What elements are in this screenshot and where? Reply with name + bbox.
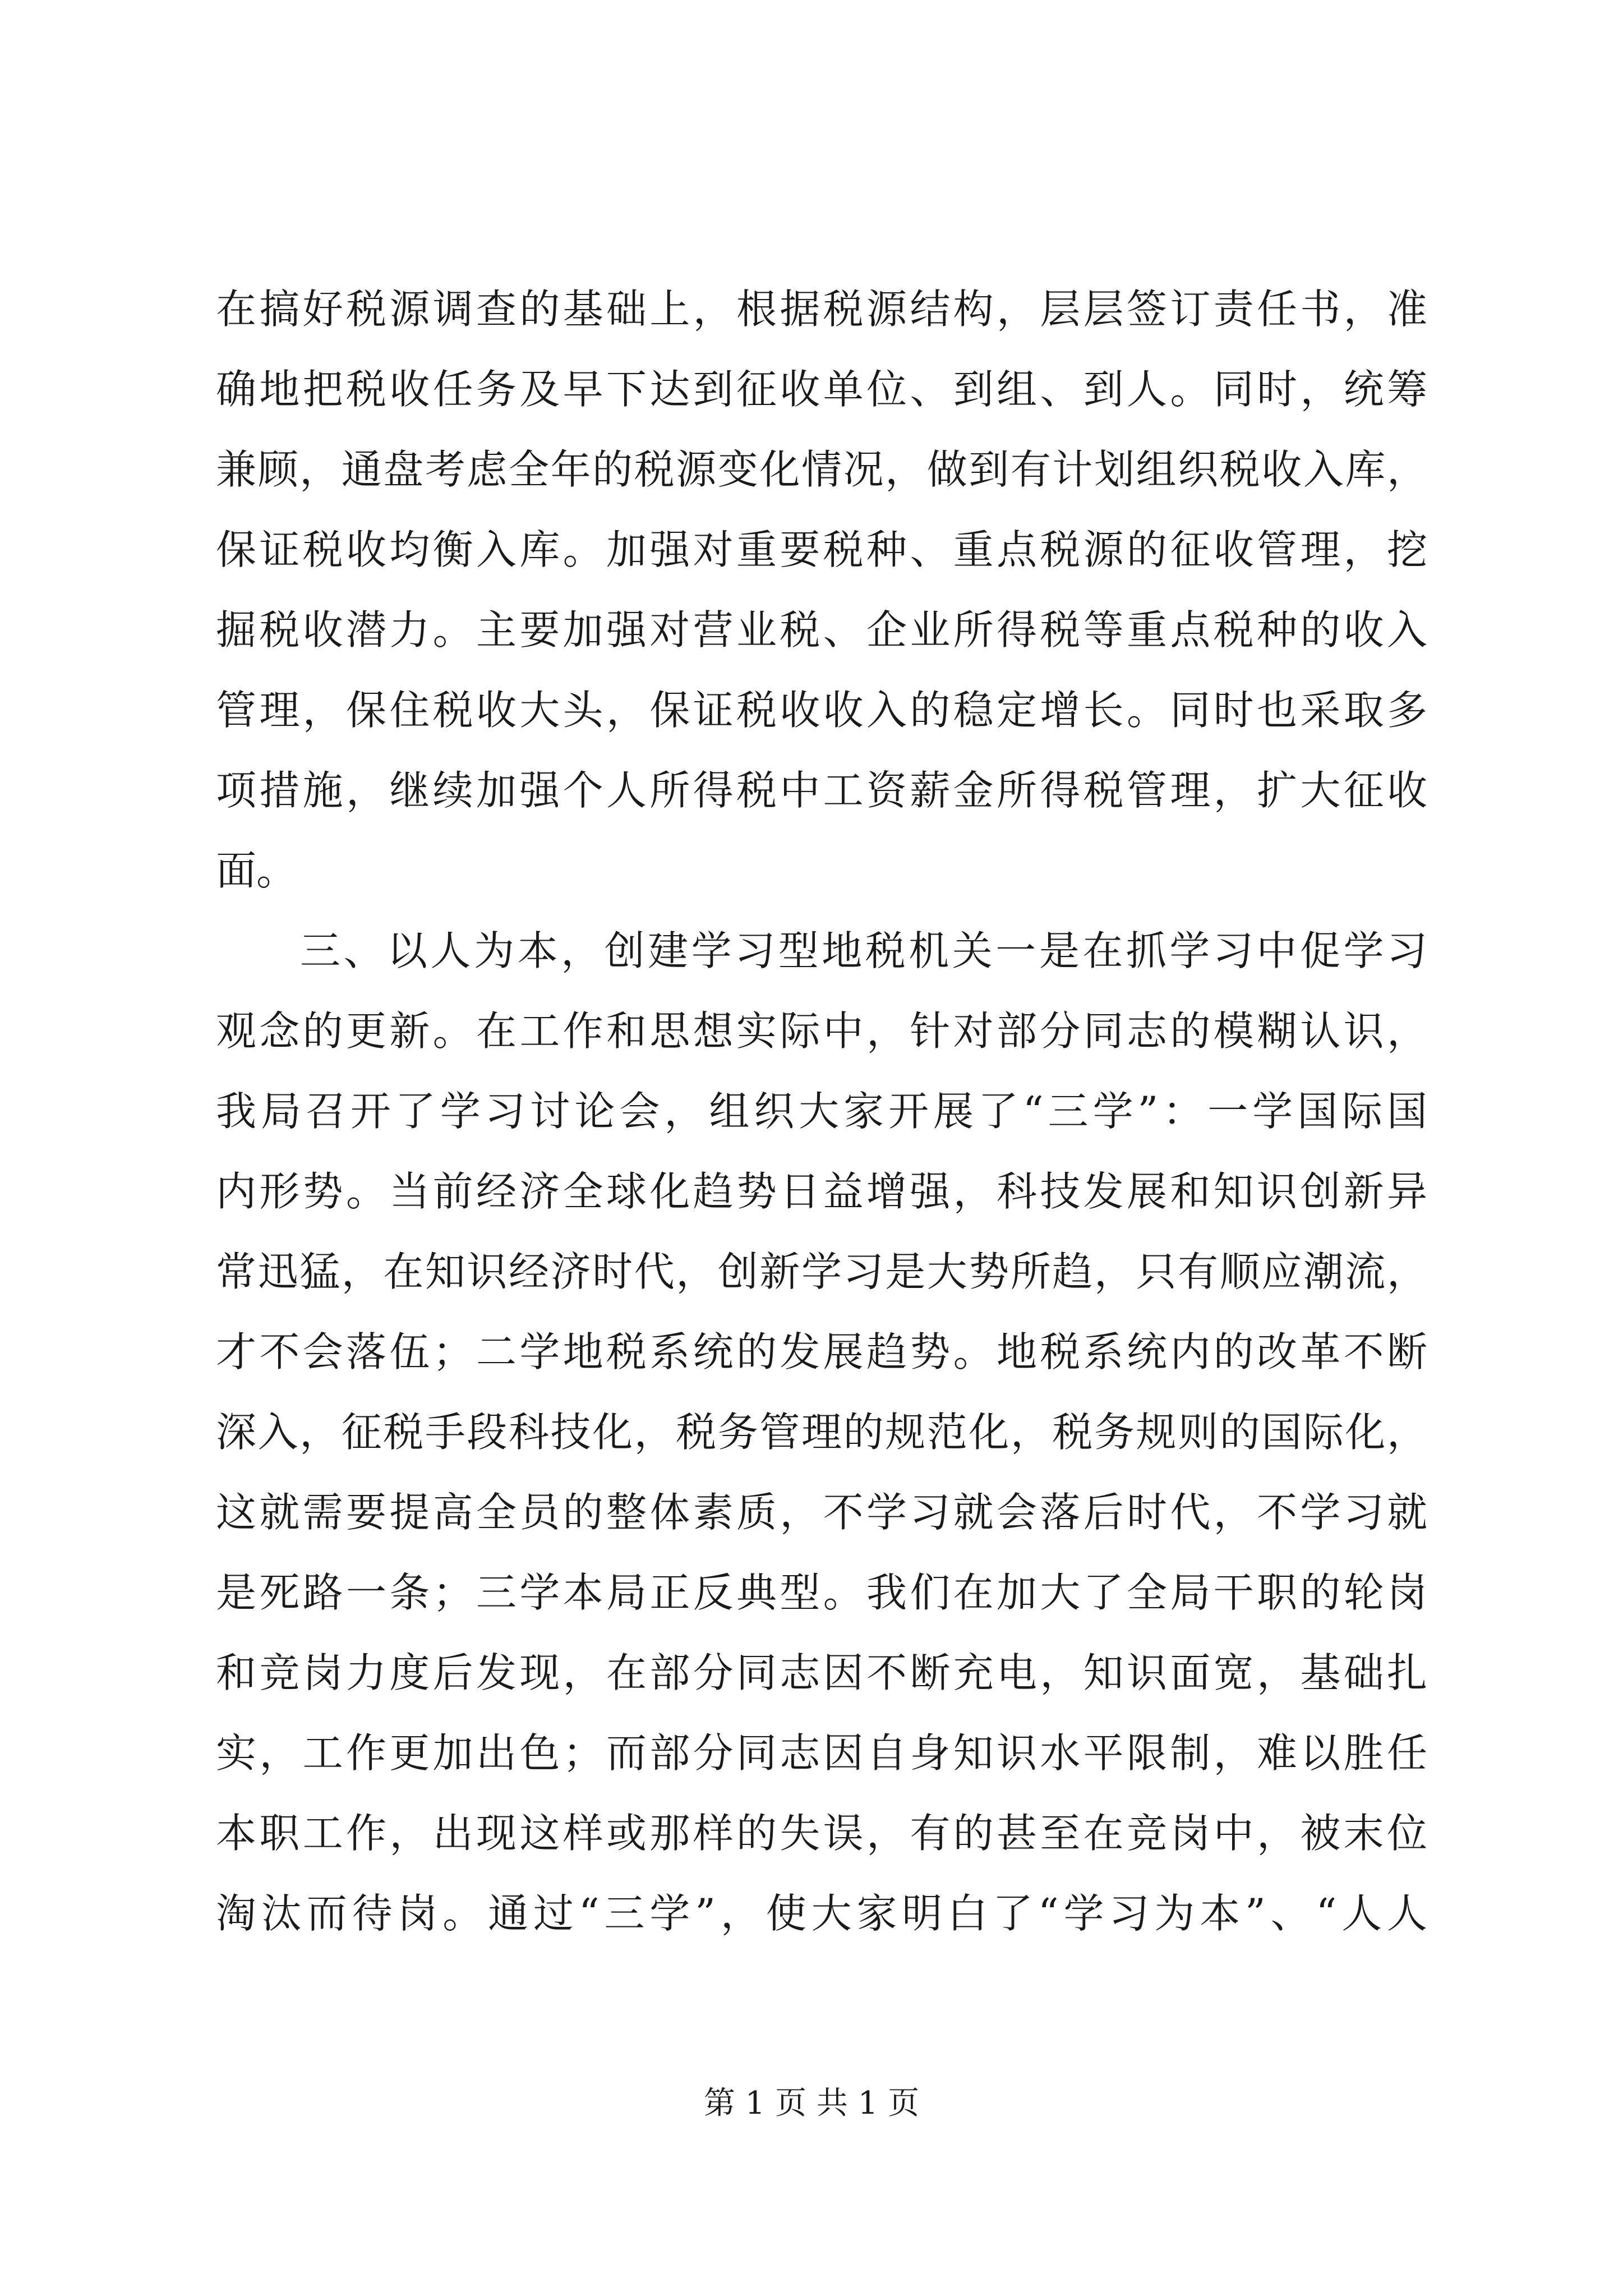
- text-line: 兼顾，通盘考虑全年的税源变化情况，做到有计划组织税收入库，: [216, 446, 1427, 493]
- text-line: 保证税收均衡入库。加强对重要税种、重点税源的征收管理，挖: [216, 526, 1427, 573]
- text-line: 才不会落伍；二学地税系统的发展趋势。地税系统内的改革不断: [216, 1328, 1427, 1375]
- page-footer: 第 1 页 共 1 页: [703, 2085, 920, 2122]
- text-line: 内形势。当前经济全球化趋势日益增强，科技发展和知识创新异: [216, 1168, 1427, 1215]
- body-text: [216, 269, 1427, 1954]
- text-line: 本职工作，出现这样或那样的失误，有的甚至在竞岗中，被末位: [216, 1810, 1427, 1857]
- text-line: 是死路一条；三学本局正反典型。我们在加大了全局干职的轮岗: [216, 1569, 1427, 1616]
- text-line: 深入，征税手段科技化，税务管理的规范化，税务规则的国际化，: [216, 1409, 1427, 1456]
- text-line: 我局召开了学习讨论会，组织大家开展了“三学”：一学国际国: [216, 1088, 1427, 1135]
- section-heading-line: 三、以人为本，创建学习型地税机关一是在抓学习中促学习: [300, 927, 1427, 974]
- text-line: 实，工作更加出色；而部分同志因自身知识水平限制，难以胜任: [216, 1729, 1427, 1777]
- text-line: 项措施，继续加强个人所得税中工资薪金所得税管理，扩大征收: [216, 767, 1427, 814]
- text-line: 常迅猛，在知识经济时代，创新学习是大势所趋，只有顺应潮流，: [216, 1248, 1427, 1295]
- text-line: 面。: [216, 847, 297, 894]
- text-line: 掘税收潜力。主要加强对营业税、企业所得税等重点税种的收入: [216, 606, 1427, 654]
- text-line: 在搞好税源调查的基础上，根据税源结构，层层签订责任书，准: [216, 286, 1427, 333]
- text-line: 这就需要提高全员的整体素质，不学习就会落后时代，不学习就: [216, 1489, 1427, 1536]
- text-line: 和竞岗力度后发现，在部分同志因不断充电，知识面宽，基础扎: [216, 1649, 1427, 1696]
- text-line: 淘汰而待岗。通过“三学”，使大家明白了“学习为本”、“人人: [216, 1890, 1427, 1937]
- text-line: 管理，保住税收大头，保证税收收入的稳定增长。同时也采取多: [216, 687, 1427, 734]
- text-line: 观念的更新。在工作和思想实际中，针对部分同志的模糊认识，: [216, 1007, 1427, 1055]
- text-line: 确地把税收任务及早下达到征收单位、到组、到人。同时，统筹: [216, 366, 1427, 413]
